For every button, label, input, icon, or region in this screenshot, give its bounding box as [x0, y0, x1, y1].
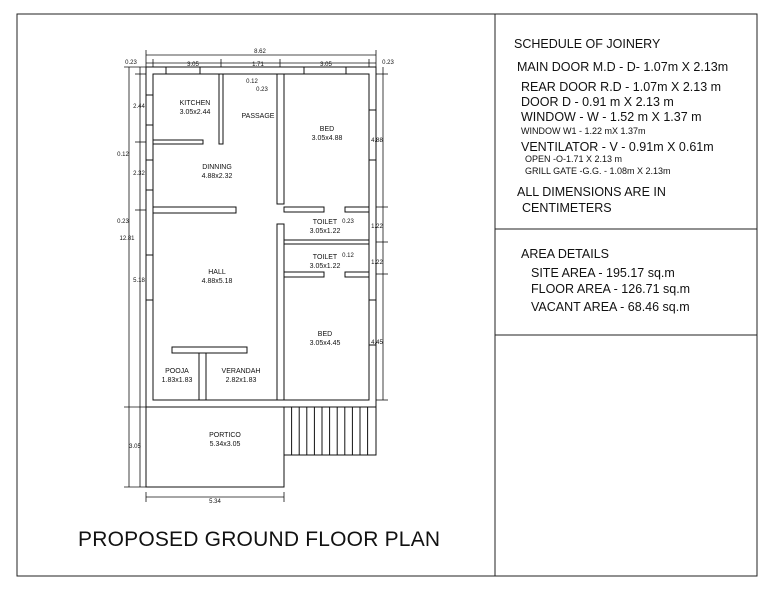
area-vacant: VACANT AREA - 68.46 sq.m	[531, 300, 690, 314]
interior-walls	[153, 74, 369, 400]
room-kitchen-size: 3.05x2.44	[179, 109, 211, 116]
dim-left-wall1: 0.12	[117, 152, 129, 158]
dim-passage-wall2: 0.23	[256, 87, 268, 93]
schedule-line-rear-door: REAR DOOR R.D - 1.07m X 2.13 m	[521, 80, 722, 94]
dim-left-hall: 5.18	[133, 278, 145, 284]
dim-top-seg2: 1.71	[252, 62, 264, 68]
schedule-note-line2: CENTIMETERS	[522, 201, 612, 215]
dim-top-right: 0.23	[382, 60, 394, 66]
dim-left-wall2: 0.23	[117, 219, 129, 225]
dim-left-dinning: 2.32	[133, 171, 145, 177]
schedule-line-window-w1: WINDOW W1 - 1.22 mX 1.37m	[521, 126, 646, 136]
room-passage-name: PASSAGE	[241, 113, 275, 120]
dim-passage-wall: 0.12	[246, 79, 258, 85]
dim-top-left: 0.23	[125, 60, 137, 66]
room-bed1-name: BED	[319, 126, 335, 133]
area-heading: AREA DETAILS	[521, 247, 609, 261]
schedule-line-grill-gate: GRILL GATE -G.G. - 1.08m X 2.13m	[525, 166, 671, 176]
room-dinning-name: DINNING	[202, 164, 232, 171]
room-toilet2-name: TOILET	[312, 254, 338, 261]
room-portico-size: 5.34x3.05	[209, 441, 241, 448]
room-toilet2-size: 3.05x1.22	[309, 263, 341, 270]
room-verandah-name: VERANDAH	[221, 368, 261, 375]
room-kitchen-name: KITCHEN	[179, 100, 211, 107]
dim-right-bed: 4.88	[371, 138, 383, 144]
area-floor: FLOOR AREA - 126.71 sq.m	[531, 282, 691, 296]
room-hall-size: 4.88x5.18	[201, 278, 233, 285]
schedule-line-main-door: MAIN DOOR M.D - D- 1.07m X 2.13m	[517, 60, 729, 74]
schedule-line-open: OPEN -O-1.71 X 2.13 m	[525, 154, 623, 164]
room-portico-name: PORTICO	[209, 432, 241, 439]
plan-title: PROPOSED GROUND FLOOR PLAN	[78, 528, 441, 551]
room-toilet1-size: 3.05x1.22	[309, 228, 341, 235]
schedule-heading: SCHEDULE OF JOINERY	[514, 37, 661, 51]
schedule-note-line1: ALL DIMENSIONS ARE IN	[517, 185, 666, 199]
room-dinning-size: 4.88x2.32	[201, 173, 233, 180]
dim-right-toilet2: 1.22	[371, 260, 383, 266]
schedule-line-door: DOOR D - 0.91 m X 2.13 m	[521, 95, 674, 109]
room-bed1-size: 3.05x4.88	[311, 135, 343, 142]
dim-top-seg3: 3.05	[320, 62, 332, 68]
room-pooja-name: POOJA	[165, 368, 189, 375]
room-hall-name: HALL	[208, 269, 226, 276]
dim-left-kitchen: 2.44	[133, 104, 145, 110]
room-labels	[162, 100, 343, 448]
dim-overall-height: 12.81	[119, 236, 135, 242]
room-verandah-size: 2.82x1.83	[225, 377, 257, 384]
room-bed2-size: 3.05x4.45	[309, 340, 341, 347]
dim-overall-width: 8.62	[254, 49, 266, 55]
area-site: SITE AREA - 195.17 sq.m	[531, 266, 675, 280]
dim-left-portico: 3.05	[129, 444, 141, 450]
room-bed2-name: BED	[317, 331, 333, 338]
dim-toilet-wall: 0.23	[342, 219, 354, 225]
dim-top-seg1: 3.05	[187, 62, 199, 68]
dim-right-toilet1: 1.22	[371, 224, 383, 230]
dim-right-bed2: 4.45	[371, 340, 383, 346]
room-toilet1-name: TOILET	[312, 219, 338, 226]
schedule-line-window: WINDOW - W - 1.52 m X 1.37 m	[521, 110, 702, 124]
room-pooja-size: 1.83x1.83	[161, 377, 193, 384]
stairs	[284, 407, 376, 455]
dim-bottom-portico: 5.34	[209, 499, 221, 505]
dim-toilet-wall2: 0.12	[342, 253, 354, 259]
schedule-line-ventilator: VENTILATOR - V - 0.91m X 0.61m	[521, 140, 714, 154]
